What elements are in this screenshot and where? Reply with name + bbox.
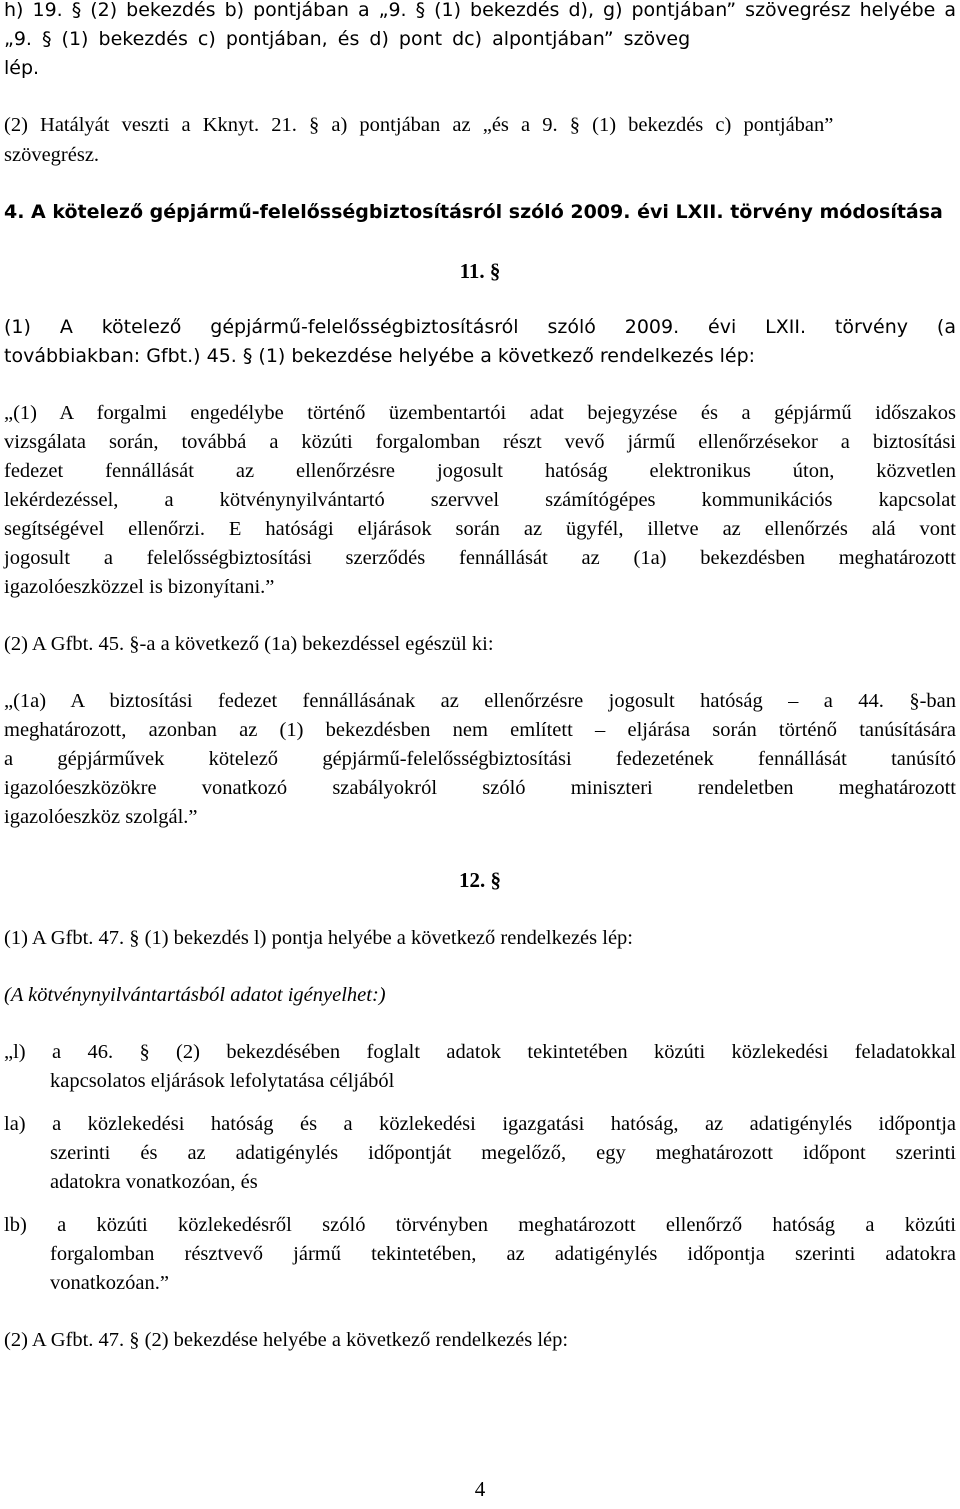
quote-line: fedezet fennállását az ellenőrzésre jogosult hatóság elektronikus úton, közvetlen	[4, 460, 956, 482]
paragraph-number: 11. §	[459, 259, 501, 283]
quote-line: segítségével ellenőrzi. E hatósági eljárások során az ügyfél, illetve az ellenőrzés alá vont	[4, 518, 956, 540]
quote-line: a gépjárművek kötelező gépjármű-felelősségbiztosítási fedezetének fennállását tanúsító	[4, 748, 956, 770]
list-item-line: „l) a 46. § (2) bekezdésében foglalt adatok tekintetében közúti közlekedési feladatokkal	[4, 1041, 956, 1063]
list-item-line: la) a közlekedési hatóság és a közlekedési igazgatási hatóság, az adatigénylés időpontja	[4, 1113, 956, 1135]
quote-line: igazolóeszköz szolgál.”	[4, 806, 198, 828]
text-line: (1) A Gfbt. 47. § (1) bekezdés l) pontja helyébe a következő rendelkezés lép:	[4, 927, 634, 949]
page-number: 4	[474, 1477, 486, 1501]
quote-line: igazolóeszközzel is bizonyítani.”	[4, 576, 275, 598]
list-item-line: kapcsolatos eljárások lefolytatása céljából	[50, 1070, 395, 1092]
paragraph-number: 12. §	[459, 868, 501, 892]
quote-line: igazolóeszközökre vonatkozó szabályokról szóló miniszteri rendeletben meghatározott	[4, 777, 956, 799]
list-item-line: lb) a közúti közlekedésről szóló törvényben meghatározott ellenőrző hatóság a közúti	[4, 1214, 956, 1236]
text-line: (2) Hatályát veszti a Kknyt. 21. § a) pontjában az „és a 9. § (1) bekezdés c) pontjában”	[4, 114, 834, 136]
text-line: (2) A Gfbt. 45. §-a a következő (1a) bekezdéssel egészül ki:	[4, 633, 494, 655]
quote-line: vizsgálata során, továbbá a közúti forgalomban részt vevő jármű ellenőrzésekor a biztosítási	[4, 431, 956, 453]
text-line: (A kötvénynyilvántartásból adatot igényelhet:)	[4, 984, 386, 1006]
section-heading: 4. A kötelező gépjármű-felelősségbiztosításról szóló 2009. évi LXII. törvény módosítása	[4, 201, 943, 223]
quote-line: „(1) A forgalmi engedélybe történő üzembentartói adat bejegyzése és a gépjármű időszakos	[4, 402, 956, 424]
quote-line: meghatározott, azonban az (1) bekezdésben nem említett – eljárása során történő tanúsítására	[4, 719, 956, 741]
list-item-line: szerinti és az adatigénylés időpontját megelőző, egy meghatározott időpont szerinti	[50, 1142, 956, 1164]
text-line: (1) A kötelező gépjármű-felelősségbiztosításról szóló 2009. évi LXII. törvény (a	[4, 316, 956, 338]
text-line: (2) A Gfbt. 47. § (2) bekezdése helyébe a következő rendelkezés lép:	[4, 1329, 569, 1351]
text-line: h) 19. § (2) bekezdés b) pontjában a „9. § (1) bekezdés d), g) pontjában” szövegrész helyébe a	[4, 0, 956, 21]
list-item-line: adatokra vonatkozóan, és	[50, 1171, 258, 1193]
list-item-line: forgalomban résztvevő jármű tekintetében, az adatigénylés időpontja szerinti adatokra	[50, 1243, 956, 1265]
quote-line: „(1a) A biztosítási fedezet fennállásának az ellenőrzésre jogosult hatóság – a 44. §-ban	[4, 690, 956, 712]
text-line: lép.	[4, 57, 40, 79]
list-item-line: vonatkozóan.”	[50, 1272, 169, 1294]
quote-line: lekérdezéssel, a kötvénynyilvántartó szervvel számítógépes kommunikációs kapcsolat	[4, 489, 956, 511]
quote-line: jogosult a felelősségbiztosítási szerződés fennállását az (1a) bekezdésben meghatározott	[4, 547, 956, 569]
text-line: „9. § (1) bekezdés c) pontjában, és d) pont dc) alpontjában” szöveg	[4, 28, 691, 50]
text-line: továbbiakban: Gfbt.) 45. § (1) bekezdése helyébe a következő rendelkezés lép:	[4, 345, 756, 367]
text-line: szövegrész.	[4, 144, 100, 166]
